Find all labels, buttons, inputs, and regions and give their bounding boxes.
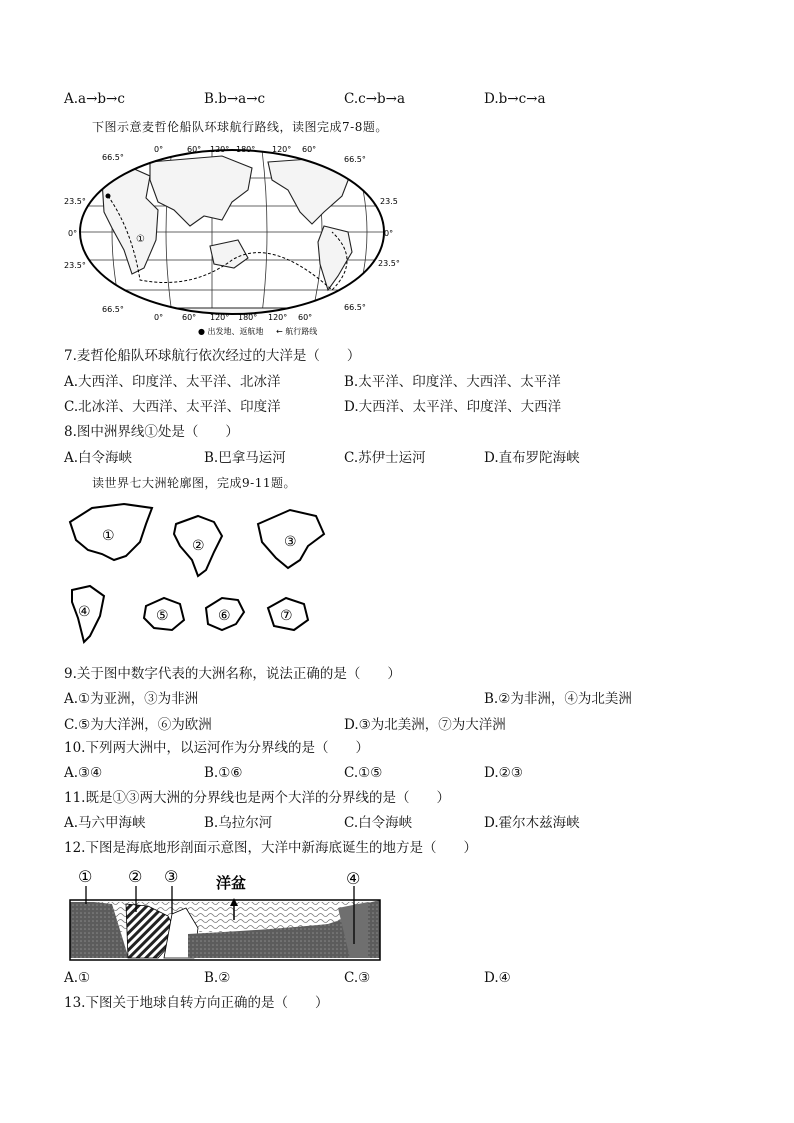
seafloor-marker-4: ④ <box>346 869 361 888</box>
top-lon-label: 60° <box>187 145 202 154</box>
q10-option-b: B.①⑥ <box>204 765 243 781</box>
legend-origin: ● 出发地、返航地 <box>198 327 264 336</box>
q12-option-a: A.① <box>64 970 91 986</box>
seafloor-profile-diagram <box>68 864 384 962</box>
q7-option-c: C.北冰洋、大西洋、太平洋、印度洋 <box>64 399 281 415</box>
caption-9-11: 读世界七大洲轮廓图，完成9-11题。 <box>92 476 296 490</box>
right-lat-label: 66.5° <box>344 303 366 312</box>
left-lat-label: 23.5° <box>64 197 86 206</box>
bottom-lon-label: 0° <box>154 313 164 322</box>
q11-option-a: A.马六甲海峡 <box>64 815 146 831</box>
continent-label-7: ⑦ <box>280 608 293 624</box>
q7-option-d: D.大西洋、太平洋、印度洋、大西洋 <box>344 399 562 415</box>
right-lat-label: 0° <box>384 229 394 238</box>
basin-label: 洋盆 <box>216 874 247 892</box>
q11-stem: 11.既是①③两大洲的分界线也是两个大洋的分界线的是（ ） <box>64 790 450 806</box>
q9-stem: 9.关于图中数字代表的大洲名称，说法正确的是（ ） <box>64 666 401 682</box>
magellan-route-map <box>62 140 402 340</box>
q7-option-b: B.太平洋、印度洋、大西洋、太平洋 <box>344 374 561 390</box>
caption-7-8: 下图示意麦哲伦船队环球航行路线，读图完成7-8题。 <box>92 120 388 134</box>
continent-label-4: ④ <box>78 604 91 620</box>
bottom-lon-label: 120° <box>210 313 230 322</box>
seafloor-marker-3: ③ <box>164 867 179 886</box>
right-lat-label: 23.5° <box>378 259 400 268</box>
q8-option-a: A.白令海峡 <box>64 450 133 466</box>
left-lat-label: 23.5° <box>64 261 86 270</box>
q7-option-a: A.大西洋、印度洋、太平洋、北冰洋 <box>64 374 281 390</box>
q7-stem: 7.麦哲伦船队环球航行依次经过的大洋是（ ） <box>64 348 361 364</box>
q6-option-b: B.b→a→c <box>204 91 266 107</box>
q8-option-b: B.巴拿马运河 <box>204 450 286 466</box>
seafloor-marker-2: ② <box>128 867 143 886</box>
q9-option-b: B.②为非洲，④为北美洲 <box>484 691 632 707</box>
seafloor-marker-1: ① <box>78 867 93 886</box>
q6-option-a: A.a→b→c <box>64 91 125 107</box>
q11-option-c: C.白令海峡 <box>344 815 413 831</box>
q9-option-c: C.⑤为大洋洲，⑥为欧洲 <box>64 717 212 733</box>
q8-option-c: C.苏伊士运河 <box>344 450 426 466</box>
continent-label-2: ② <box>192 538 205 554</box>
q9-option-d: D.③为北美洲，⑦为大洋洲 <box>344 717 506 733</box>
q11-option-b: B.乌拉尔河 <box>204 815 273 831</box>
q8-stem: 8.图中洲界线①处是（ ） <box>64 424 239 440</box>
top-lon-label: 60° <box>302 145 317 154</box>
continent-label-3: ③ <box>284 534 297 550</box>
bottom-lon-label: 120° <box>268 313 288 322</box>
right-lat-label: 23.5 <box>380 197 398 206</box>
top-lon-label: 0° <box>154 145 164 154</box>
q13-stem: 13.下图关于地球自转方向正确的是（ ） <box>64 995 329 1011</box>
continent-label-1: ① <box>102 528 115 544</box>
bottom-lon-label: 60° <box>298 313 313 322</box>
q6-option-d: D.b→c→a <box>484 91 546 107</box>
top-lon-label: 120° <box>272 145 292 154</box>
top-lon-label: 180° <box>236 145 256 154</box>
q10-stem: 10.下列两大洲中，以运河作为分界线的是（ ） <box>64 740 369 756</box>
q8-option-d: D.直布罗陀海峡 <box>484 450 580 466</box>
q12-option-b: B.② <box>204 970 231 986</box>
q12-option-d: D.④ <box>484 970 511 986</box>
q9-option-a: A.①为亚洲，③为非洲 <box>64 691 199 707</box>
left-lat-label: 66.5° <box>102 305 124 314</box>
top-lon-label: 120° <box>210 145 230 154</box>
q10-option-d: D.②③ <box>484 765 523 781</box>
map-marker-1: ① <box>136 234 145 245</box>
left-lat-label: 0° <box>68 229 78 238</box>
q12-stem: 12.下图是海底地形剖面示意图，大洋中新海底诞生的地方是（ ） <box>64 840 477 856</box>
seven-continents-figure <box>62 498 334 648</box>
bottom-lon-label: 180° <box>238 313 258 322</box>
legend-route: ← 航行路线 <box>276 327 318 336</box>
q10-option-c: C.①⑤ <box>344 765 383 781</box>
continent-label-5: ⑤ <box>156 608 169 624</box>
q11-option-d: D.霍尔木兹海峡 <box>484 815 580 831</box>
q10-option-a: A.③④ <box>64 765 103 781</box>
bottom-lon-label: 60° <box>182 313 197 322</box>
q12-option-c: C.③ <box>344 970 371 986</box>
left-lat-label: 66.5° <box>102 153 124 162</box>
q6-option-c: C.c→b→a <box>344 91 406 107</box>
right-lat-label: 66.5° <box>344 155 366 164</box>
continent-label-6: ⑥ <box>218 608 231 624</box>
